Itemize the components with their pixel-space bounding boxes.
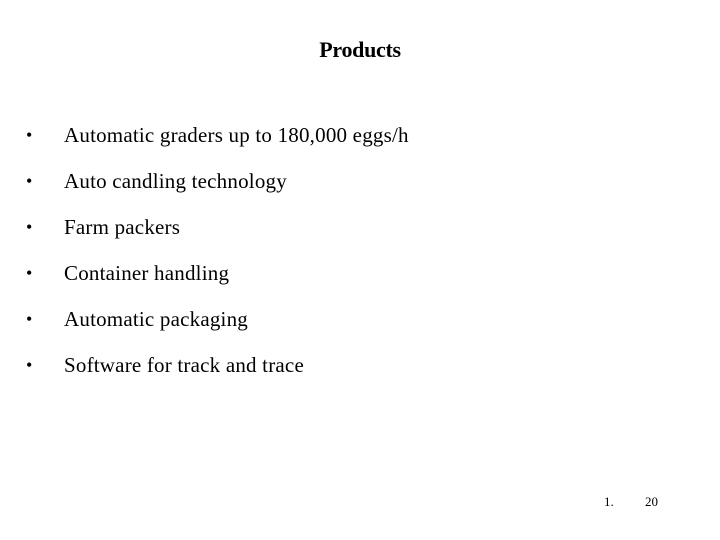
bullet-icon: •: [26, 171, 33, 191]
bullet-icon: •: [26, 309, 33, 329]
bullet-text: Automatic graders up to 180,000 eggs/h: [64, 123, 409, 147]
bullet-icon: •: [26, 217, 33, 237]
slide-title-text: Products: [319, 37, 401, 62]
slide-title: [0, 36, 720, 64]
bullet-text: Auto candling technology: [64, 169, 287, 193]
page-number: 20: [645, 494, 658, 509]
list-item: [26, 204, 686, 250]
list-item: [26, 158, 686, 204]
list-item: [26, 296, 686, 342]
bullet-text: Software for track and trace: [64, 353, 304, 377]
bullet-text: Container handling: [64, 261, 230, 285]
list-item: [26, 250, 686, 296]
footer-section-number: 1.: [604, 494, 614, 509]
list-item: [26, 342, 686, 388]
bullet-list: [26, 112, 686, 388]
bullet-text: Farm packers: [64, 215, 181, 239]
list-item: [26, 112, 686, 158]
bullet-icon: •: [26, 263, 33, 283]
bullet-icon: •: [26, 355, 33, 375]
bullet-text: Automatic packaging: [64, 307, 248, 331]
bullet-icon: •: [26, 125, 33, 145]
